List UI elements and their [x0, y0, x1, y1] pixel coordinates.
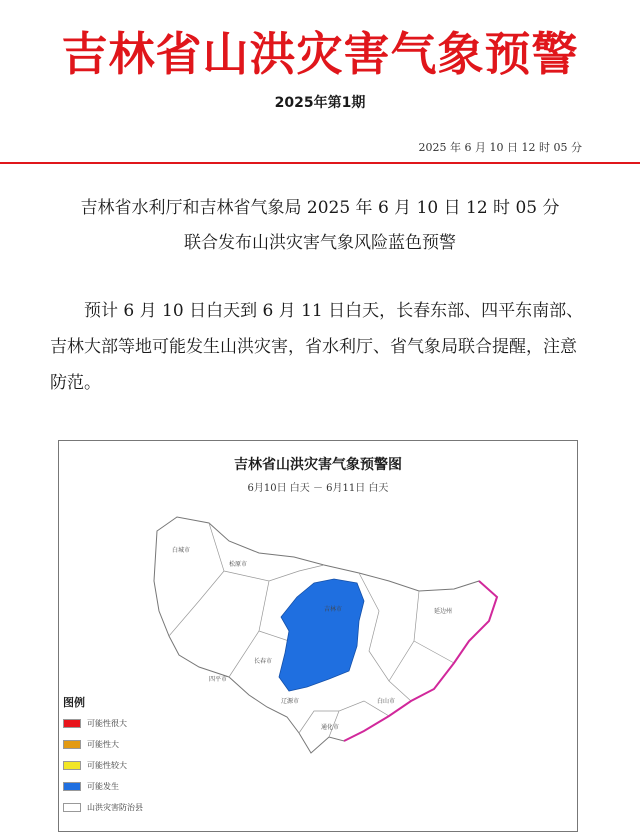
legend-item — [63, 755, 183, 776]
legend-label: 可能性很大 — [87, 719, 127, 728]
city-label-baicheng: 白城市 — [172, 547, 191, 554]
city-label-siping: 四平市 — [209, 676, 228, 683]
headline-line-1: 吉林省水利厅和吉林省气象局 2025 年 6 月 10 日 12 时 05 分 — [80, 198, 560, 218]
legend-item — [63, 776, 183, 797]
map-legend — [63, 694, 183, 818]
legend-title: 图例 — [63, 696, 85, 709]
legend-label: 可能发生 — [87, 782, 119, 791]
legend-label: 可能性较大 — [87, 761, 127, 770]
map-subtitle: 6月10日 白天 － 6月11日 白天 — [247, 483, 389, 494]
issue-datetime: 2025 年 6 月 10 日 12 时 05 分 — [418, 141, 582, 154]
city-label-yanbian: 延边州 — [434, 608, 453, 615]
legend-swatch-very-likely — [63, 719, 81, 728]
red-divider — [0, 162, 640, 164]
map-title: 吉林省山洪灾害气象预警图 — [234, 457, 402, 473]
legend-swatch-likely — [63, 740, 81, 749]
legend-label: 可能性大 — [87, 740, 119, 749]
legend-swatch-fairly-likely — [63, 761, 81, 770]
legend-item — [63, 734, 183, 755]
city-label-songyuan: 松原市 — [229, 561, 248, 568]
legend-label: 山洪灾害防治县 — [87, 803, 143, 812]
city-label-changchun: 长春市 — [254, 658, 273, 665]
city-label-jilin: 吉林市 — [324, 606, 343, 613]
city-label-tonghua: 通化市 — [321, 724, 340, 731]
legend-swatch-possible — [63, 782, 81, 791]
city-label-baishan: 白山市 — [377, 698, 396, 705]
warning-map — [58, 440, 578, 832]
warning-body: 预计 6 月 10 日白天到 6 月 11 日白天，长春东部、四平东南部、吉林大部等地可能发生山洪灾害，省水利厅、省气象局联合提醒，注意防范。 — [50, 301, 584, 393]
issue-number: 2025年第1期 — [274, 95, 366, 111]
legend-item — [63, 797, 183, 818]
legend-swatch-prevention-county — [63, 803, 81, 812]
warning-title: 吉林省山洪灾害气象预警 — [61, 27, 579, 81]
legend-item — [63, 713, 183, 734]
headline-line-2: 联合发布山洪灾害气象风险蓝色预警 — [184, 233, 456, 253]
city-label-liaoyuan: 辽源市 — [281, 698, 300, 705]
